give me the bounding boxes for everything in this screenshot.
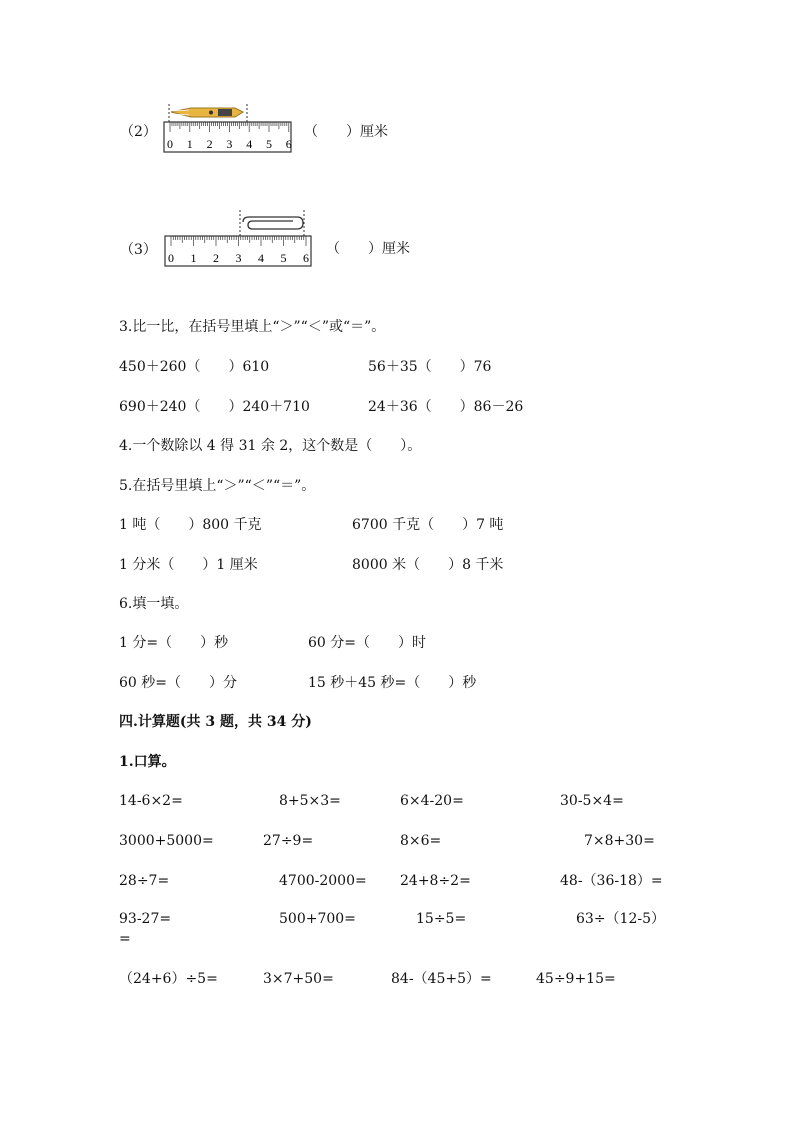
q6-cell: 15 秒＋45 秒=（ ）秒	[308, 675, 477, 691]
calc-cell: 45÷9+15=	[536, 971, 616, 987]
calc1-title: 1.口算。	[119, 754, 176, 770]
q6-title: 6.填一填。	[119, 596, 189, 612]
calc-cell: 30-5×4=	[560, 793, 624, 809]
ruler-number: 1	[186, 137, 193, 151]
calc-cell: 63÷（12-5）	[576, 911, 665, 927]
ruler-number: 2	[213, 251, 219, 265]
ruler-number: 6	[303, 251, 309, 265]
ruler-number: 0	[168, 251, 174, 265]
calc-cell: 500+700=	[279, 911, 356, 927]
q5-cell: 1 分米（ ）1 厘米	[119, 557, 258, 573]
ruler-number: 5	[280, 251, 287, 265]
calc-cell: 24+8÷2=	[400, 873, 471, 889]
calc-cell: 7×8+30=	[584, 833, 655, 849]
calc-cell: 84-（45+5）=	[391, 971, 492, 987]
ruler-number: 4	[246, 137, 253, 151]
q5-title: 5.在括号里填上“＞”“＜”“＝”。	[119, 478, 316, 494]
calc-cell: 3×7+50=	[263, 971, 334, 987]
q3-answer: （ ）厘米	[326, 241, 410, 257]
q5-cell: 6700 千克（ ）7 吨	[352, 517, 504, 533]
calc-cell: 28÷7=	[119, 873, 170, 889]
ruler-number: 2	[206, 137, 213, 151]
calc-cell: 27÷9=	[263, 833, 314, 849]
ruler-number: 6	[285, 137, 292, 151]
calc-cell: 8+5×3=	[279, 793, 341, 809]
pencil-sharpener-icon	[169, 104, 247, 122]
q6-cell: 1 分=（ ）秒	[119, 635, 229, 651]
q5-cell: 1 吨（ ）800 千克	[119, 517, 262, 533]
q3-item-label: （3）	[120, 242, 157, 258]
q3-cell: 690＋240（ ）240＋710	[119, 399, 310, 415]
calc-cell: 3000+5000=	[119, 833, 214, 849]
calc-cell: 6×4-20=	[400, 793, 464, 809]
calc-overflow: =	[119, 931, 131, 947]
ruler-number: 0	[167, 137, 173, 151]
q2-item-label: （2）	[120, 124, 157, 140]
calc-cell: （24+6）÷5=	[119, 971, 218, 987]
calc-cell: 4700-2000=	[279, 873, 367, 889]
ruler-number: 3	[235, 251, 242, 265]
calc-cell: 8×6=	[400, 833, 442, 849]
q6-cell: 60 分=（ ）时	[308, 635, 426, 651]
calc-cell: 48-（36-18）=	[560, 873, 663, 889]
calc-cell: 93-27=	[119, 911, 172, 927]
ruler-number: 5	[266, 137, 272, 151]
calc-cell: 14-6×2=	[119, 793, 183, 809]
q5-cell: 8000 米（ ）8 千米	[352, 557, 504, 573]
section-4-title: 四.计算题(共 3 题，共 34 分)	[119, 714, 312, 730]
paperclip-icon	[240, 210, 304, 236]
ruler-number: 4	[258, 251, 264, 265]
q6-cell: 60 秒=（ ）分	[119, 675, 237, 691]
calc-cell: 15÷5=	[416, 911, 467, 927]
q3-title: 3.比一比，在括号里填上“＞”“＜”或“＝”。	[119, 319, 386, 335]
q3-cell: 56＋35（ ）76	[368, 359, 492, 375]
q3-cell: 450＋260（ ）610	[119, 359, 270, 375]
q2-answer: （ ）厘米	[304, 124, 388, 140]
q4-title: 4.一个数除以 4 得 31 余 2，这个数是（ ）。	[119, 438, 422, 454]
ruler-number: 1	[190, 251, 197, 265]
ruler-image-2	[163, 102, 293, 154]
ruler-number: 3	[226, 137, 233, 151]
ruler-image-3	[163, 208, 313, 268]
q3-cell: 24＋36（ ）86－26	[368, 399, 524, 415]
